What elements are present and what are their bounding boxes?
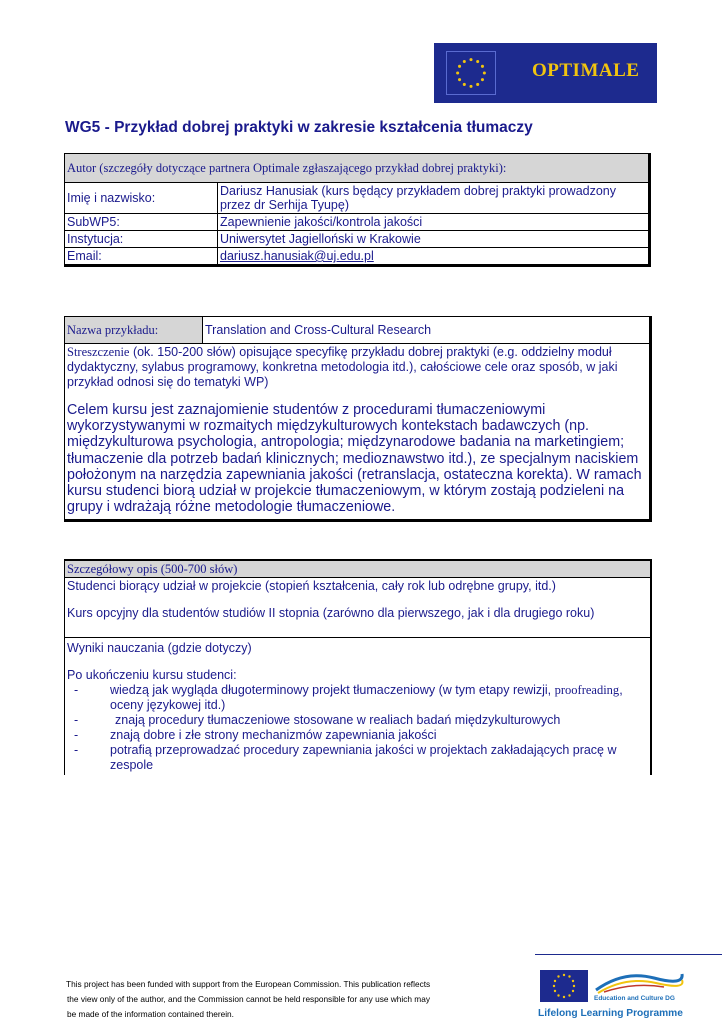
llp-label: Lifelong Learning Programme: [538, 1008, 683, 1019]
name-value: Dariusz Hanusiak (kurs będący przykładem dobrej praktyki prowadzony przez dr Serhija Tyupę): [218, 183, 650, 214]
email-cell: [218, 248, 650, 266]
eu-flag-icon: [446, 51, 496, 95]
participants-value: Kurs opcyjny dla studentów studiów II stopnia (zarówno dla pierwszego, jak i dla drugiego roku): [67, 606, 595, 620]
detail-table: [64, 559, 652, 775]
outcomes-list: [67, 683, 648, 773]
eu-flag-icon: [540, 970, 588, 1002]
name-label: Imię i nazwisko:: [65, 183, 218, 214]
eac-swoosh-icon: [594, 968, 684, 994]
page-title: WG5 - Przykład dobrej praktyki w zakresie kształcenia tłumaczy: [65, 119, 533, 136]
summary-instructions: (ok. 150-200 słów) opisujące specyfikę przykładu dobrej praktyki (e.g. oddzielny moduł dydaktyczny, sylabus programowy, konkretna metodologia itd.), całościowe cele oraz sposób, w jaki przykład odnosi się do tematyki WP): [67, 345, 618, 389]
list-item: - znają dobre i złe strony mechanizmów zapewniania jakości: [74, 728, 437, 742]
detail-table-header: Szczegółowy opis (500-700 słów): [65, 560, 652, 578]
participants-cell: [65, 578, 652, 638]
outcomes-cell: [65, 638, 652, 776]
subwp-value: Zapewnienie jakości/kontrola jakości: [218, 214, 650, 231]
outcomes-label: Wyniki nauczania (gdzie dotyczy): [67, 641, 252, 655]
outcomes-intro: Po ukończeniu kursu studenci:: [67, 668, 237, 682]
summary-cell: [65, 344, 651, 521]
example-name-value: Translation and Cross-Cultural Research: [203, 317, 651, 344]
email-link[interactable]: dariusz.hanusiak@uj.edu.pl: [220, 249, 374, 263]
example-table: [64, 316, 652, 522]
summary-body: Celem kursu jest zaznajomienie studentów z procedurami tłumaczeniowymi wykorzystywanymi w rozmaitych międzykulturowych kontekstach badawczych (np. międzykulturowa psychologia, antropologia; międzynarodowe badania na marketingiem; tłumaczenie dla potrzeb badań klinicznych; medioznawstwo itd.), ze specjalnym naciskiem położonym na narzędzia zapewniania jakości (retranslacja, ostateczna korekta). W ramach kursu studenci biorą udział w projekcie tłumaczeniowym, w którym zostają podzieleni na grupy i wdrażają różne metodologie tłumaczeniowe.: [67, 402, 642, 516]
subwp-label: SubWP5:: [65, 214, 218, 231]
list-item: - znają procedury tłumaczeniowe stosowane w realiach badań międzykulturowych: [74, 713, 561, 727]
institution-label: Instytucja:: [65, 231, 218, 248]
summary-intro: [67, 345, 647, 390]
author-table-header: Autor (szczegóły dotyczące partnera Optimale zgłaszającego przykład dobrej praktyki):: [65, 154, 650, 183]
participants-label: Studenci biorący udział w projekcie (stopień kształcenia, cały rok lub odrębne grupy, itd.): [67, 579, 556, 593]
footer-divider: [535, 954, 722, 955]
logo-wordmark: OPTIMALE: [532, 60, 640, 81]
author-table: [64, 153, 651, 267]
email-label: Email:: [65, 248, 218, 266]
optimale-logo: [434, 43, 657, 103]
list-item: - potrafią przeprowadzać procedury zapewniania jakości w projektach zakładających pracę w zespole: [74, 743, 617, 772]
institution-value: Uniwersytet Jagielloński w Krakowie: [218, 231, 650, 248]
list-item: - wiedzą jak wygląda długoterminowy projekt tłumaczeniowy (w tym etapy rewizji, proofreading, oceny językowej itd.): [74, 683, 623, 712]
funding-disclaimer: This project has been funded with support from the European Commission. This publication reflects the view only of the author, and the Commission cannot be held responsible for any use which may be made of the information contained therein.: [66, 979, 431, 1019]
summary-label: Streszczenie: [67, 345, 130, 359]
eac-label: Education and Culture DG: [594, 995, 675, 1002]
example-name-label: Nazwa przykładu:: [65, 317, 203, 344]
